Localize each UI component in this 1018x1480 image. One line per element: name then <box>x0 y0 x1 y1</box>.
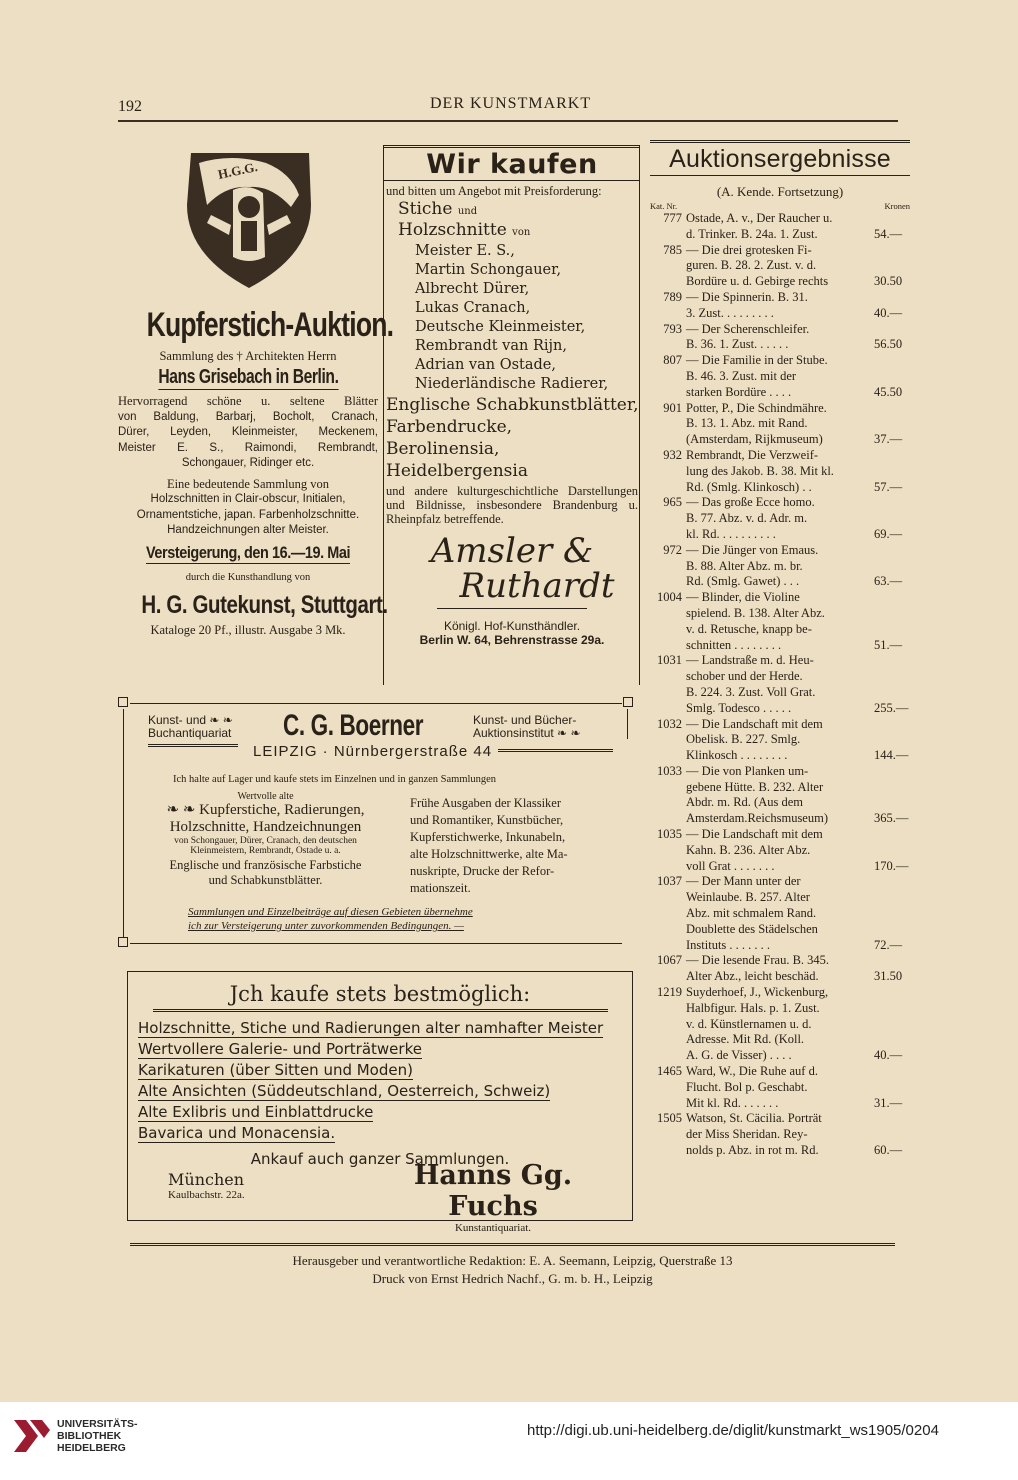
lot-number <box>650 1080 686 1096</box>
price <box>870 322 910 338</box>
price <box>870 685 910 701</box>
lot-description: schober und der Herde. <box>686 669 803 684</box>
boerner-city: LEIPZIG · Nürnbergerstraße 44 <box>253 743 493 760</box>
auction-title: Kupferstich-Auktion. <box>146 306 394 344</box>
lot-description: — Die lesende Frau. B. 345. <box>686 953 830 968</box>
lot-number: 785 <box>663 242 682 257</box>
lot-description: Weinlaube. B. 257. Alter <box>686 890 810 905</box>
boerner-left-col: Wertvolle alte ❧ ❧ Kupferstiche, Radierungen, Holzschnitte, Handzeichnungen von Schongauer, Dürer, Cranach, den deutschen Kleinmeistern, Rembrandt, Ostade u. a. Englische und französische Farbstiche und Schabkunstblätter. <box>166 791 365 887</box>
lot-number: 1031 <box>657 653 682 668</box>
lot-description: schnitten . . . . . . . . <box>686 637 782 652</box>
result-entry <box>650 448 910 495</box>
price <box>870 669 910 685</box>
price <box>870 1032 910 1048</box>
price <box>870 890 910 906</box>
price <box>870 1127 910 1143</box>
lot-number: 965 <box>663 495 682 510</box>
price <box>870 353 910 369</box>
ub-name: UNIVERSITÄTS- BIBLIOTHEK HEIDELBERG <box>57 1418 138 1454</box>
result-entry <box>650 874 910 953</box>
lot-number <box>650 606 686 622</box>
price: 69.— <box>874 526 903 541</box>
results-col-heads: Kat. Nr. Kronen <box>650 201 910 211</box>
hgg-logo <box>171 145 326 293</box>
firm-subtitle: Königl. Hof-Kunsthändler. <box>443 619 581 633</box>
boerner-left-label: Kunst- und ❧ ❧ Buchantiquariat <box>148 713 233 740</box>
lot-description: B. 13. 1. Abz. mit Rand. <box>686 416 808 431</box>
price <box>870 874 910 890</box>
price: 57.— <box>874 479 903 494</box>
auction-results <box>650 140 910 1159</box>
price <box>870 906 910 922</box>
lot-number: 1219 <box>657 985 682 1000</box>
results-title: Auktionsergebnisse <box>650 140 910 176</box>
price <box>870 448 910 464</box>
lot-number <box>650 274 686 290</box>
boerner-right-label: Kunst- und Bücher- Auktionsinstitut ❧ ❧ <box>473 713 581 740</box>
lot-description: gebene Hütte. B. 232. Alter <box>686 779 824 794</box>
lot-description: B. 46. 3. Zust. mit der <box>686 368 797 383</box>
lot-description: Abz. mit schmalem Rand. <box>686 906 817 921</box>
price: 45.50 <box>874 384 903 399</box>
lot-number <box>650 732 686 748</box>
lot-number <box>650 369 686 385</box>
lot-description: Klinkosch . . . . . . . . <box>686 748 788 763</box>
auction-date: Versteigerung, den 16.—19. Mai <box>145 542 351 562</box>
price: 31.50 <box>874 969 903 984</box>
lot-number <box>650 795 686 811</box>
price: 30.50 <box>874 274 903 289</box>
lot-description: Rd. (Smlg. Klinkosch) . . <box>686 479 812 494</box>
result-entry <box>650 543 910 590</box>
lot-description: A. G. de Visser) . . . . <box>686 1048 792 1063</box>
result-entry <box>650 353 910 400</box>
lot-description: — Landstraße m. d. Heu- <box>686 653 814 668</box>
price <box>870 1001 910 1017</box>
lot-description: Abdr. m. Rd. (Aus dem <box>686 795 804 810</box>
dealer-name: H. G. Gutekunst, Stuttgart. <box>141 590 388 619</box>
wir-kaufen-title: Wir kaufen <box>384 145 640 181</box>
lot-description: — Das große Ecce homo. <box>686 495 815 510</box>
lot-description: B. 77. Abz. v. d. Adr. m. <box>686 511 808 526</box>
price <box>870 369 910 385</box>
lot-number <box>650 685 686 701</box>
lot-number <box>650 464 686 480</box>
result-entry <box>650 243 910 290</box>
lot-description: der Miss Sheridan. Rey- <box>686 1127 808 1142</box>
price: 54.— <box>874 226 903 241</box>
lot-description: Doublette des Städelschen <box>686 921 818 936</box>
fuchs-title: Jch kaufe stets bestmöglich: <box>229 982 531 1006</box>
price <box>870 590 910 606</box>
lot-description: Rd. (Smlg. Gawet) . . . <box>686 574 800 589</box>
lot-description: — Die von Planken um- <box>686 763 809 778</box>
price <box>870 1111 910 1127</box>
lot-number <box>650 811 686 827</box>
buy-list-2: Englische Schabkunstblätter, Farbendrucke, Berolinensia, Heidelbergensia <box>386 395 639 481</box>
result-entry <box>650 653 910 716</box>
price <box>870 1017 910 1033</box>
lot-number <box>650 306 686 322</box>
lot-number: 807 <box>663 353 682 368</box>
lot-description: spielend. B. 138. Alter Abz. <box>686 605 825 620</box>
price: 56.50 <box>874 337 903 352</box>
firm-address: Berlin W. 64, Behrenstrasse 29a. <box>419 633 605 647</box>
lot-number <box>650 337 686 353</box>
result-entry <box>650 1111 910 1158</box>
lot-description: — Die Familie in der Stube. <box>686 353 828 368</box>
ub-logo-icon <box>10 1416 50 1456</box>
lot-number <box>650 1143 686 1159</box>
amsler-logo: Amsler & Ruthardt <box>384 534 640 609</box>
result-entry <box>650 211 910 243</box>
price <box>870 780 910 796</box>
lot-number <box>650 701 686 717</box>
price: 144.— <box>874 748 909 763</box>
price <box>870 258 910 274</box>
lot-number: 1465 <box>657 1064 682 1079</box>
result-entry <box>650 322 910 354</box>
lot-number <box>650 906 686 922</box>
price <box>870 1080 910 1096</box>
lot-description: Obelisk. B. 227. Smlg. <box>686 732 801 747</box>
lot-description: 3. Zust. . . . . . . . . <box>686 305 774 320</box>
price: 60.— <box>874 1143 903 1158</box>
price <box>870 211 910 227</box>
lot-description: — Die Landschaft mit dem <box>686 716 823 731</box>
lot-description: starken Bordüre . . . . <box>686 384 792 399</box>
lot-number <box>650 969 686 985</box>
boerner-name: C. G. Boerner <box>283 709 424 742</box>
price <box>870 732 910 748</box>
price <box>870 559 910 575</box>
lot-number <box>650 669 686 685</box>
lot-description: Watson, St. Cäcilia. Porträt <box>686 1111 822 1126</box>
lot-number: 1033 <box>657 763 682 778</box>
lot-description: Smlg. Todesco . . . . . <box>686 700 792 715</box>
price <box>870 622 910 638</box>
lot-description: Ostade, A. v., Der Raucher u. <box>686 211 833 225</box>
price: 63.— <box>874 574 903 589</box>
lot-number <box>650 480 686 496</box>
lot-number <box>650 638 686 654</box>
result-entry <box>650 985 910 1064</box>
permalink[interactable]: http://digi.ub.uni-heidelberg.de/diglit/kunstmarkt_ws1905/0204 <box>527 1422 939 1439</box>
boerner-right-col: Frühe Ausgaben der Klassiker und Romantiker, Kunstbücher, Kupferstichwerke, Inkunabeln, alte Holzschnittwerke, alte Ma- nuskripte, Drucke der Refor- mationszeit. <box>410 796 568 895</box>
lot-number <box>650 890 686 906</box>
lot-number <box>650 780 686 796</box>
lot-number <box>650 559 686 575</box>
lot-description: Instituts . . . . . . . <box>686 937 771 952</box>
outro-text: und andere kulturgeschichtliche Darstellungen und Bildnisse, insbesondere Brandenburg u. Rheinpfalz betreffende. <box>386 484 638 526</box>
lot-description: Kahn. B. 236. Alter Abz. <box>686 842 811 857</box>
price: 40.— <box>874 305 903 320</box>
lot-description: v. d. Künstlernamen u. d. <box>686 1016 812 1031</box>
lot-number: 1067 <box>657 953 682 968</box>
lot-description: Ward, W., Die Ruhe auf d. <box>686 1064 818 1079</box>
price <box>870 922 910 938</box>
wir-kaufen-ad <box>384 145 640 647</box>
lot-number: 1037 <box>657 874 682 889</box>
lot-number: 972 <box>663 542 682 557</box>
collection-line: Sammlung des † Architekten Herrn <box>159 349 337 363</box>
lot-description: Alter Abz., leicht beschäd. <box>686 969 819 984</box>
lot-description: B. 88. Alter Abz. m. br. <box>686 558 803 573</box>
lot-description: Adresse. Mit Rd. (Koll. <box>686 1032 805 1047</box>
lot-number: 793 <box>663 321 682 336</box>
library-strip <box>0 1402 1018 1480</box>
price <box>870 290 910 306</box>
result-entry <box>650 590 910 653</box>
lot-description: Halbfigur. Hals. p. 1. Zust. <box>686 1000 820 1015</box>
lot-description: nolds p. Abz. in rot m. Rd. <box>686 1143 819 1158</box>
gutekunst-ad <box>118 145 394 638</box>
lot-number: 777 <box>663 211 682 225</box>
price <box>870 243 910 259</box>
price <box>870 717 910 733</box>
fuchs-location: München Kaulbachstr. 22a. <box>168 1170 245 1201</box>
lot-number <box>650 511 686 527</box>
boerner-footnote: Sammlungen und Einzelbeiträge auf diesen Gebieten übernehme ich zur Versteigerung unter zuvorkommenden Bedingungen. — <box>188 906 473 932</box>
lot-number: 1035 <box>657 827 682 842</box>
lot-description: lung des Jakob. B. 38. Mit kl. <box>686 463 834 478</box>
result-entry <box>650 827 910 874</box>
lot-description: Flucht. Bol p. Geschabt. <box>686 1079 808 1094</box>
price <box>870 827 910 843</box>
price <box>870 401 910 417</box>
lot-description: B. 224. 3. Zust. Voll Grat. <box>686 684 816 699</box>
running-head: DER KUNSTMARKT <box>430 95 592 112</box>
buy-list: Stiche und Holzschnitte von Meister E. S., Martin Schongauer, Albrecht Dürer, Lukas Cranach, Deutsche Kleinmeister, Rembrandt van Rijn, Adrian van Ostade, Niederländische Radierer, <box>398 199 609 392</box>
lot-number <box>650 748 686 764</box>
price <box>870 795 910 811</box>
lot-description: Rembrandt, Die Verzweif- <box>686 447 819 462</box>
lot-number <box>650 227 686 243</box>
price: 255.— <box>874 700 909 715</box>
lot-description: — Der Scherenschleifer. <box>686 321 810 336</box>
lot-number: 1505 <box>657 1111 682 1126</box>
lot-description: — Blinder, die Violine <box>686 590 800 605</box>
fuchs-signature: Hanns Gg. Fuchs Kunstantiquariat. <box>413 1160 573 1234</box>
lot-number <box>650 1032 686 1048</box>
price <box>870 985 910 1001</box>
lot-description: Mit kl. Rd. . . . . . . <box>686 1095 779 1110</box>
price <box>870 495 910 511</box>
price: 365.— <box>874 811 909 826</box>
price <box>870 653 910 669</box>
price: 37.— <box>874 432 903 447</box>
footer-rule <box>130 1243 895 1246</box>
price: 72.— <box>874 937 903 952</box>
lot-number <box>650 527 686 543</box>
lot-number: 901 <box>663 400 682 415</box>
price <box>870 416 910 432</box>
result-entry <box>650 401 910 448</box>
lot-description: — Die Jünger von Emaus. <box>686 542 819 557</box>
collector-name: Hans Grisebach in Berlin. <box>157 366 339 388</box>
lot-description: — Die Spinnerin. B. 31. <box>686 289 808 304</box>
lot-number: 932 <box>663 447 682 462</box>
lot-number <box>650 432 686 448</box>
result-entry <box>650 717 910 764</box>
price: 170.— <box>874 858 909 873</box>
lot-description: guren. B. 28. 2. Zust. v. d. <box>686 258 817 273</box>
lot-description: Amsterdam.Reichsmuseum) <box>686 811 828 826</box>
boerner-ad <box>118 697 633 955</box>
lot-number <box>650 922 686 938</box>
price: 51.— <box>874 637 903 652</box>
price <box>870 953 910 969</box>
price: 31.— <box>874 1095 903 1110</box>
boerner-intro: Ich halte auf Lager und kaufe stets im Einzelnen und in ganzen Sammlungen <box>173 774 497 785</box>
result-entry <box>650 290 910 322</box>
lot-number <box>650 843 686 859</box>
lot-description: Bordüre u. d. Gebirge rechts <box>686 274 829 289</box>
via-line: durch die Kunsthandlung von <box>185 571 311 583</box>
page-number: 192 <box>118 98 142 115</box>
lot-number <box>650 1096 686 1112</box>
imprint: Herausgeber und verantwortliche Redaktion: E. A. Seemann, Leipzig, Querstraße 13 Druck von Ernst Hedrich Nachf., G. m. b. H., Leipzig <box>292 1253 733 1286</box>
result-entry <box>650 495 910 542</box>
price <box>870 843 910 859</box>
lot-number <box>650 1048 686 1064</box>
lot-description: (Amsterdam, Rijkmuseum) <box>686 432 823 447</box>
price <box>870 543 910 559</box>
lot-description: — Die drei grotesken Fi- <box>686 242 812 257</box>
price: 40.— <box>874 1048 903 1063</box>
lot-number <box>650 938 686 954</box>
result-entry <box>650 953 910 985</box>
lot-number <box>650 1001 686 1017</box>
lot-number: 1004 <box>657 590 682 605</box>
lot-description: kl. Rd. . . . . . . . . . <box>686 526 776 541</box>
lot-number: 789 <box>663 289 682 304</box>
lot-number <box>650 859 686 875</box>
catalog-price: Kataloge 20 Pf., illustr. Ausgabe 3 Mk. <box>150 622 346 637</box>
logo-lettering: H.G.G. <box>216 158 259 182</box>
result-entry <box>650 764 910 827</box>
price <box>870 764 910 780</box>
lot-number <box>650 258 686 274</box>
lot-number <box>650 385 686 401</box>
header-rule <box>118 120 898 122</box>
lot-number: 1032 <box>657 716 682 731</box>
price <box>870 606 910 622</box>
price <box>870 511 910 527</box>
fuchs-bulk: Ankauf auch ganzer Sammlungen. <box>250 1150 510 1168</box>
lot-description: Potter, P., Die Schindmähre. <box>686 400 827 415</box>
description: Hervorragend schöne u. seltene Blätter von Baldung, Barbarj, Bocholt, Cranach, Dürer, Leyden, Kleinmeister, Meckenem, Meister E. S., Raimondi, Rembrandt, Schongauer, Ridinger etc. <box>118 394 378 469</box>
result-entry <box>650 1064 910 1111</box>
lot-description: B. 36. 1. Zust. . . . . . <box>686 337 789 352</box>
lot-description: — Der Mann unter der <box>686 874 801 889</box>
intro-text: und bitten um Angebot mit Preisforderung: <box>386 184 602 198</box>
lot-number <box>650 622 686 638</box>
lot-number <box>650 1017 686 1033</box>
lot-description: — Die Landschaft mit dem <box>686 827 823 842</box>
fuchs-list: Holzschnitte, Stiche und Radierungen alter namhafter Meister Wertvollere Galerie- und Porträtwerke Karikaturen (über Sitten und Moden) Alte Ansichten (Süddeutschland, Oesterreich, Schweiz) Alte Exlibris und Einblattdrucke Bavarica und Monacensia. <box>138 1019 604 1142</box>
lot-description: d. Trinker. B. 24a. 1. Zust. <box>686 226 818 241</box>
lot-description: voll Grat . . . . . . . <box>686 858 775 873</box>
lot-number <box>650 416 686 432</box>
results-subtitle: (A. Kende. Fortsetzung) <box>716 184 844 199</box>
price <box>870 1064 910 1080</box>
description-2: Eine bedeutende Sammlung von Holzschnitten in Clair-obscur, Initialen, Ornamentstiche, japan. Farbenholzschnitte. Handzeichnungen alter Meister. <box>136 476 360 536</box>
results-list <box>650 211 910 1159</box>
fuchs-ad <box>127 971 633 1234</box>
lot-number <box>650 574 686 590</box>
lot-number <box>650 1127 686 1143</box>
price <box>870 464 910 480</box>
lot-description: Suyderhoef, J., Wickenburg, <box>686 985 829 1000</box>
lot-description: v. d. Retusche, knapp be- <box>686 621 812 636</box>
